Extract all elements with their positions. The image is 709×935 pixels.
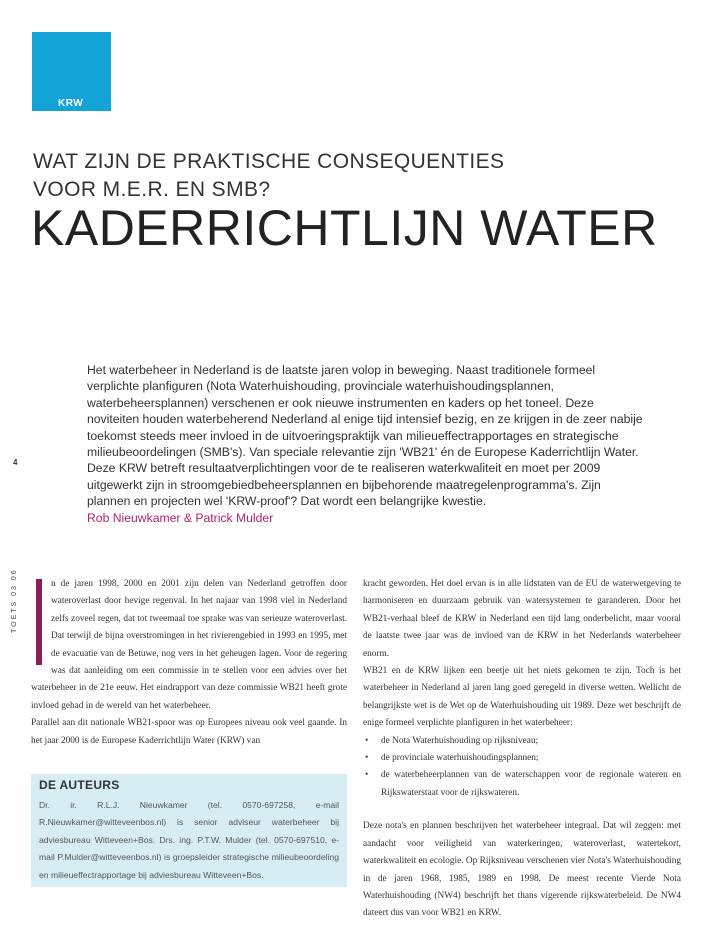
col1-paragraph-1: n de jaren 1998, 2000 en 2001 zijn delen van Nederland getroffen door wateroverlast door hevige regenval. In het najaar van 1998 viel in Nederland zelfs zoveel regen, dat tot tweemaal toe sprake was van serieuze wateroverlast. Dat terwijl de bijna overstromingen in het rivierengebied in 1993 en 1995, met de evacuatie van de Betuwe, nog vers in het geheugen lagen. Voor de regering was dat aanleiding om een commissie in te stellen voor een advies over het waterbeheer in de 21e eeuw. Het eindrapport van deze commissie WB21 heeft grote invloed gehad in de wereld van het waterbeheer. [31, 579, 347, 711]
drop-cap-bar [36, 579, 42, 665]
authors-heading: DE AUTEURS [39, 778, 120, 792]
col1-paragraph-2: Parallel aan dit nationale WB21-spoor was op Europees niveau ook veel gaande. In het jaar 2000 is de Europese Kaderrichtlijn Water (KRW) van [31, 718, 347, 746]
col2-paragraph-2: WB21 en de KRW lijken een beetje uit het niets gekomen te zijn. Toch is het waterbeheer in Nederland al jaren lang goed geregeld in diverse wetten. Wellicht de belangrijkste wet is de Wet op de Waterhuishouding uit 1989. Deze wet beschrijft de enige formeel verplichte planfiguren in het waterbeheer: [363, 666, 681, 729]
article-column-2 [363, 576, 681, 923]
byline: Rob Nieuwkamer & Patrick Mulder [87, 510, 274, 525]
section-tag-block [32, 32, 111, 111]
col2-paragraph-1: kracht geworden. Het doel ervan is in alle lidstaten van de EU de waterwetgeving te harmoniseren en duurzaam gebruik van watersystemen te garanderen. Door het WB21-verhaal bleef de KRW in Nederland een tijd lang onderbelicht, maar vooral de laatste twee jaar was de invloed van de KRW in het Nederlands waterbeheer enorm. [363, 579, 681, 659]
page-number: 4 [13, 458, 18, 467]
kicker-line-1: WAT ZIJN DE PRAKTISCHE CONSEQUENTIES [33, 150, 505, 173]
article-column-1 [31, 576, 347, 750]
list-item: • de waterbeheerplannen van de waterschappen voor de regionale wateren en Rijkswaterstaat voor de rijkswateren. [363, 767, 681, 802]
kicker-line-2: VOOR M.E.R. EN SMB? [33, 178, 271, 201]
authors-box [31, 774, 347, 887]
intro-lede [87, 362, 647, 526]
list-item: • de provinciale waterhuishoudingsplannen; [363, 750, 681, 767]
planfiguren-list [363, 733, 681, 803]
paragraph-gap [363, 802, 681, 818]
headline: KADERRICHTLIJN WATER [31, 200, 658, 256]
intro-text: Het waterbeheer in Nederland is de laatste jaren volop in beweging. Naast traditionele formeel verplichte planfiguren (Nota Waterhuishouding, provinciale waterhuishoudingsplannen, waterbeheersplannen) verschenen er ook nieuwe instrumenten en kaders op het toneel. Deze noviteiten houden waterbeherend Nederland al enige tijd intensief bezig, en ze krijgen in de zeer nabije toekomst steeds meer invloed in de uitvoeringspraktijk van milieueffectrapportages en strategische milieubeoordelingen (SMB's). Van speciale relevantie zijn 'WB21' én de Europese Kaderrichtlijn Water. Deze KRW betreft resultaatverplichtingen voor de te realiseren waterkwaliteit en moet per 2009 uitgewerkt zijn in stroomgebiedbeheersplannen en bijbehorende maatregelenprogramma's. Zijn plannen en projecten wel 'KRW-proof'? Dat wordt een belangrijke kwestie. [87, 363, 643, 509]
authors-body: Dr. ir. R.L.J. Nieuwkamer (tel. 0570-697258, e-mail R.Nieuwkamer@witteveenbos.nl) is senior adviseur waterbeheer bij adviesbureau Witteveen+Bos. Drs. ing. P.T.W. Mulder (tel. 0570-697510, e-mail P.Mulder@witteveenbos.nl) is groepsleider strategische milieubeoordeling en milieueffectrapportage bij adviesbureau Witteveen+Bos. [39, 800, 339, 880]
col2-paragraph-3: Deze nota's en plannen beschrijven het waterbeheer integraal. Dat wil zeggen: met aandacht voor veiligheid van waterkeringen, wateroverlast, watertekort, waterkwaliteit en ecologie. Op Rijksniveau verschenen vier Nota's Waterhuishouding in de jaren 1968, 1985, 1989 en 1998. De meest recente Vierde Nota Waterhuishouding (NW4) beschrijft het thans vigerende rijkswaterbeleid. De NW4 dateert dus van voor WB21 en KRW. [363, 821, 681, 919]
section-tag-label: KRW [58, 98, 84, 109]
list-item: • de Nota Waterhuishouding op rijksniveau; [363, 733, 681, 750]
kicker [33, 148, 504, 204]
running-head: TOETS 03 06 [11, 568, 18, 633]
